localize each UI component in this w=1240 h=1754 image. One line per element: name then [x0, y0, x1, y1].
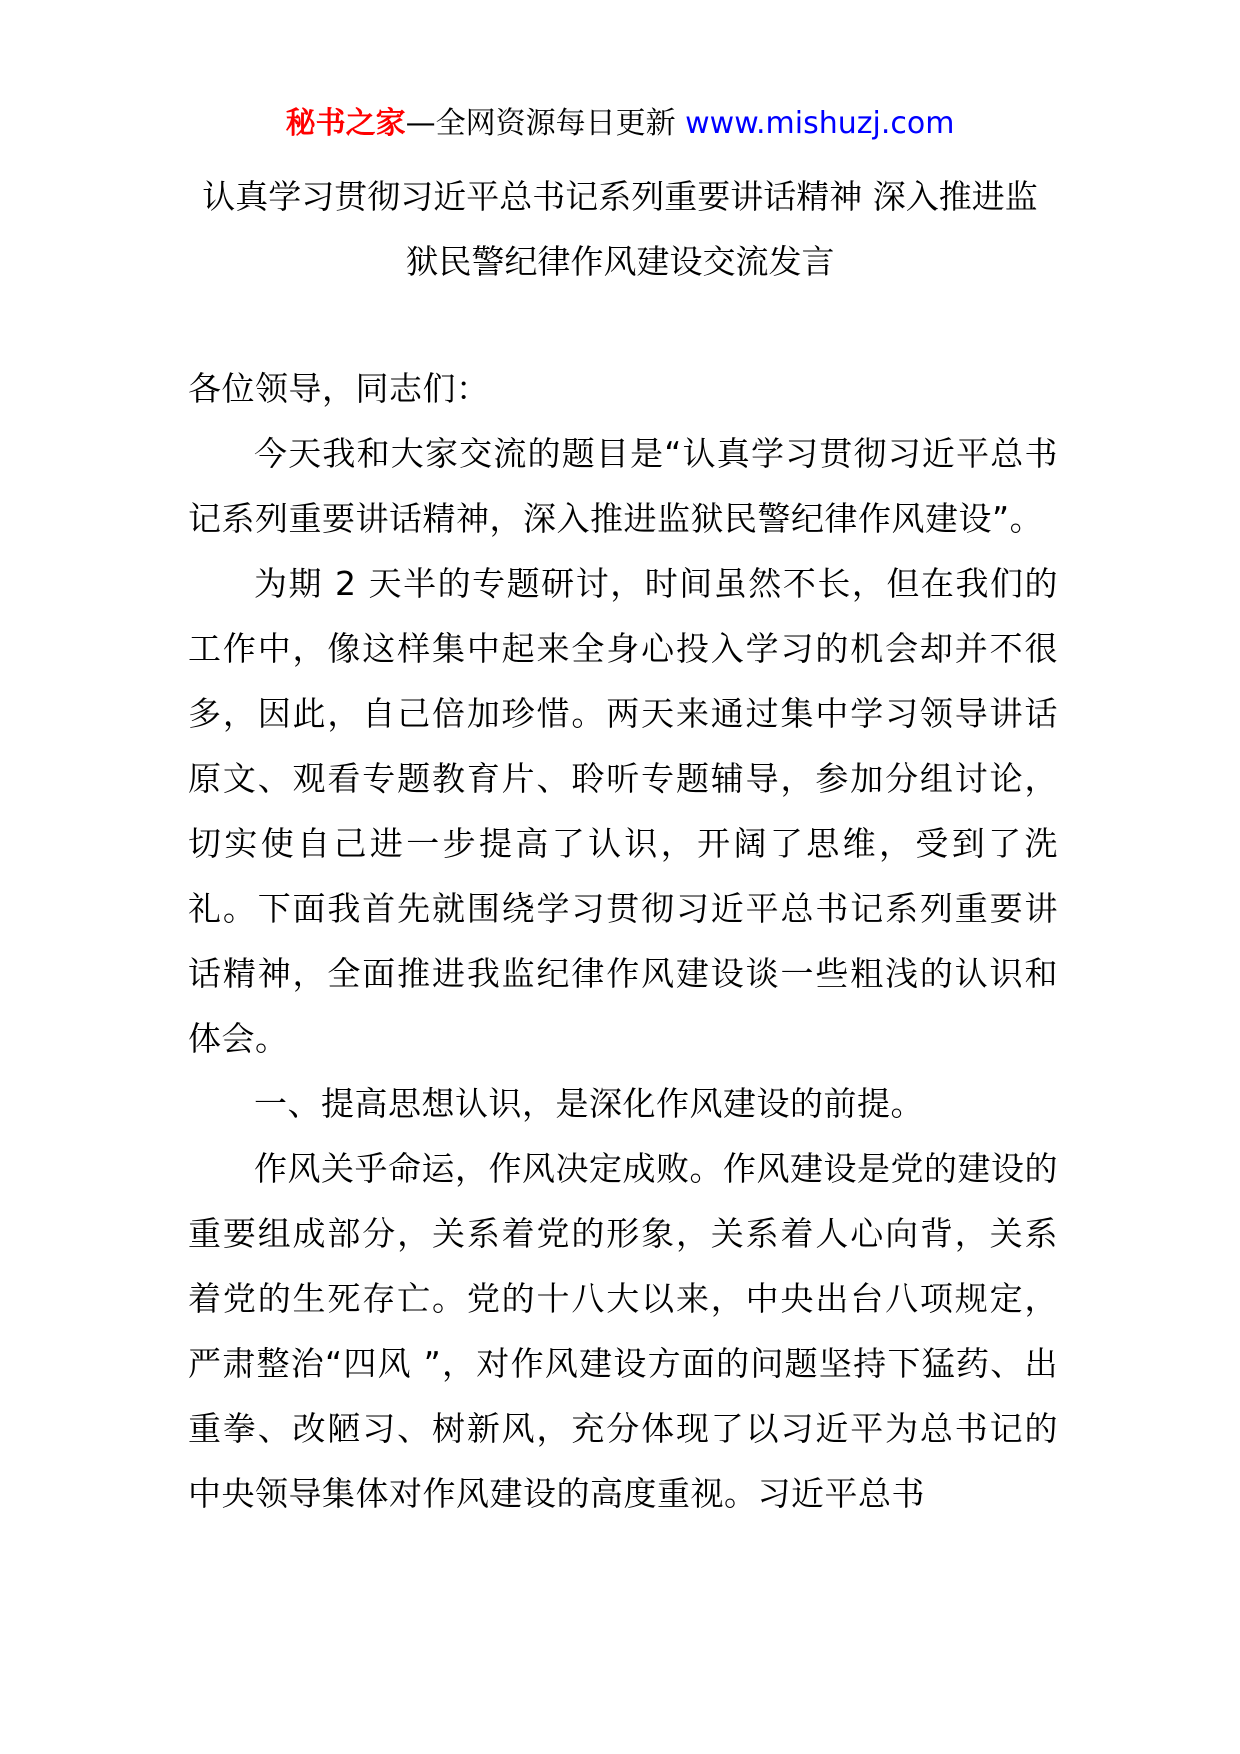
paragraph-work-style: 作风关乎命运，作风决定成败。作风建设是党的建设的重要组成部分，关系着党的形象，关系着人心向背，关系着党的生死存亡。党的十八大以来，中央出台八项规定，严肃整治“四风 ”，对作风建设方面的问题坚持下猛药、出重拳、改陋习、树新风，充分体现了以习近平为总书记的中央领导集体对作风建设的高度重视。习近平总书 [188, 1149, 1058, 1513]
document-body [188, 356, 1058, 1526]
site-url-link[interactable]: www.mishuzj.com [685, 106, 955, 141]
brand-name: 秘书之家 [285, 106, 406, 141]
title-line-1: 认真学习贯彻习近平总书记系列重要讲话精神 深入推进监 [202, 177, 1038, 216]
section-heading-1: 一、提高思想认识，是深化作风建设的前提。 [254, 1084, 924, 1123]
site-header [0, 100, 1240, 148]
title-line-2: 狱民警纪律作风建设交流发言 [405, 242, 835, 281]
paragraph-topic: 今天我和大家交流的题目是“认真学习贯彻习近平总书记系列重要讲话精神，深入推进监狱民警纪律作风建设”。 [188, 434, 1058, 538]
document-title [150, 164, 1090, 294]
header-tagline: —全网资源每日更新 [405, 106, 686, 141]
paragraph-study-experience: 为期 2 天半的专题研讨，时间虽然不长，但在我们的工作中，像这样集中起来全身心投入学习的机会却并不很多，因此，自己倍加珍惜。两天来通过集中学习领导讲话原文、观看专题教育片、聆听专题辅导，参加分组讨论，切实使自己进一步提高了认识，开阔了思维，受到了洗礼。下面我首先就围绕学习贯彻习近平总书记系列重要讲话精神，全面推进我监纪律作风建设谈一些粗浅的认识和体会。 [188, 564, 1058, 1058]
salutation: 各位领导，同志们： [188, 369, 490, 408]
